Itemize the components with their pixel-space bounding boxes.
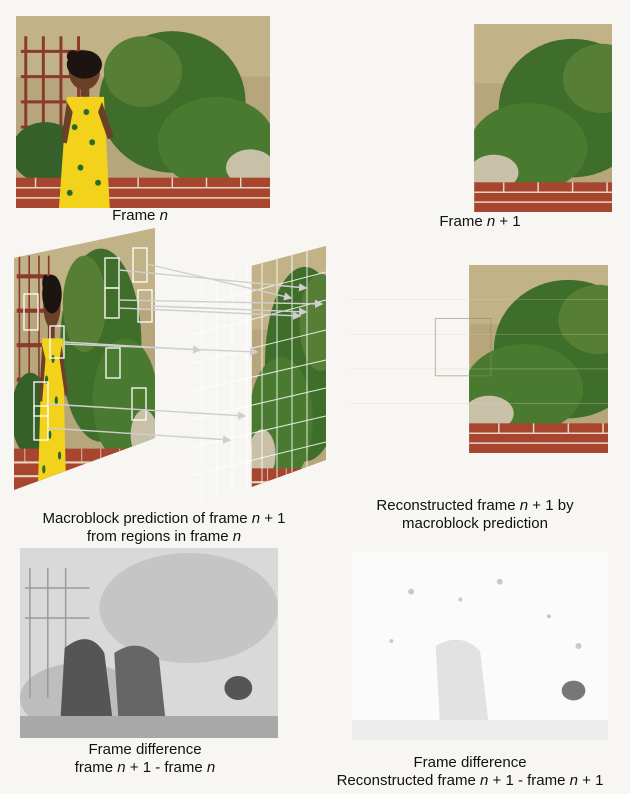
frame-n1-image: [356, 24, 612, 212]
macroblock-diagram: [10, 228, 330, 513]
frame-n1-perspective: [188, 246, 330, 510]
frame-difference-image: [20, 548, 278, 738]
caption-frame-n1: Frame n + 1: [439, 213, 521, 230]
reconstructed-frame-image: [350, 265, 608, 453]
frame-n-image: [16, 16, 270, 208]
caption-macroblock: Macroblock prediction of frame n + 1 from regions in frame n: [42, 510, 286, 545]
caption-reconstructed: Reconstructed frame n + 1 by macroblock prediction: [376, 497, 574, 532]
caption-diff2: Frame difference Reconstructed frame n + 1 - frame n + 1: [336, 754, 604, 789]
caption-diff1: Frame difference frame n + 1 - frame n: [74, 741, 216, 776]
frame-n-perspective: [11, 228, 157, 490]
reconstructed-difference-image: [352, 552, 608, 740]
caption-frame-n: Frame n: [112, 207, 168, 224]
